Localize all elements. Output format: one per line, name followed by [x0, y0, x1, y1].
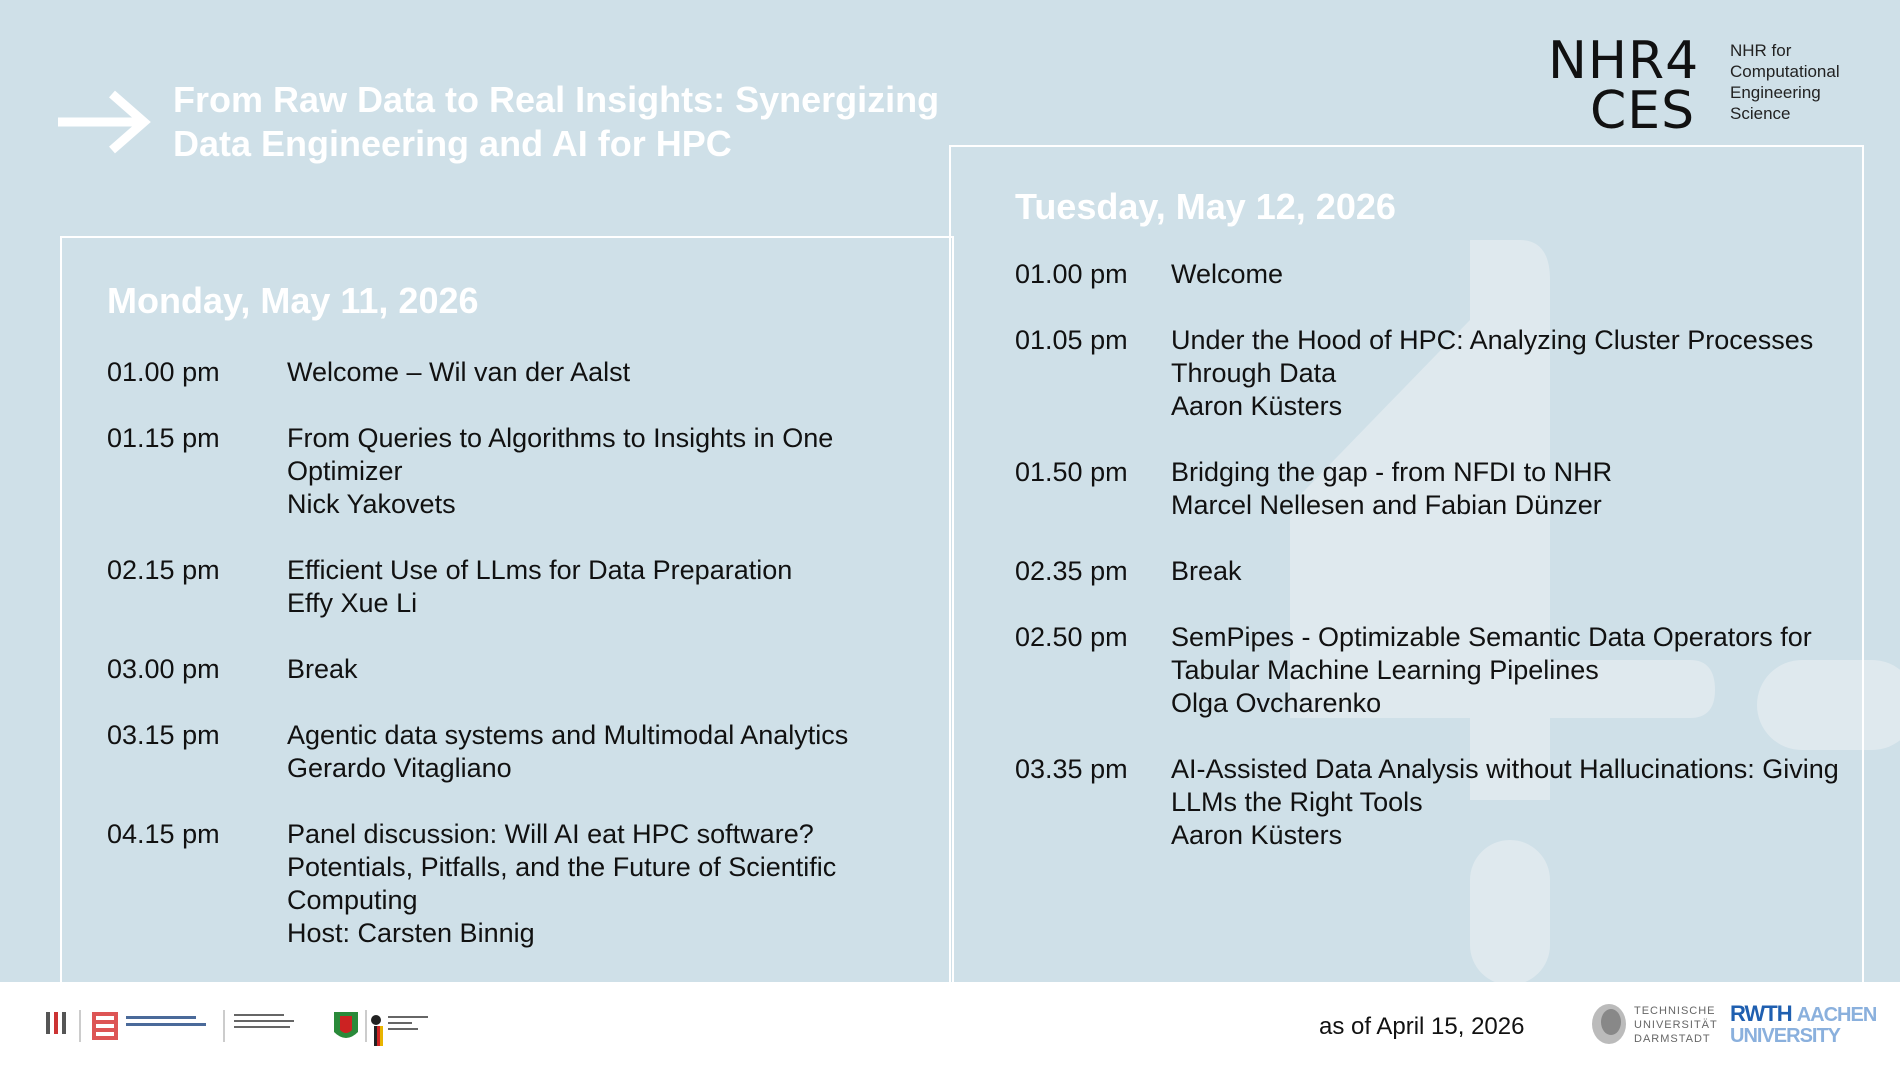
schedule-description [1171, 753, 1855, 852]
logo-subtitle: NHR for Computational Engineering Science [1730, 41, 1840, 123]
session-speaker: Marcel Nellesen and Fabian Dünzer [1171, 490, 1602, 520]
session-title: AI-Assisted Data Analysis without Hallucinations: Giving LLMs the Right Tools [1171, 754, 1839, 817]
rwth-aachen-logo: RWTH AACHEN UNIVERSITY [1730, 1001, 1877, 1047]
tuesday-heading: Tuesday, May 12, 2026 [1015, 186, 1396, 227]
session-title: Break [1171, 556, 1242, 586]
session-speaker: Olga Ovcharenko [1171, 688, 1382, 718]
footer-bar [0, 982, 1900, 1069]
schedule-description [287, 422, 937, 521]
schedule-time: 01.50 pm [1015, 457, 1128, 487]
monday-schedule-panel [60, 236, 954, 984]
schedule-description [287, 719, 937, 785]
nrw-crest-icon [334, 1012, 358, 1038]
schedule-description [1171, 621, 1855, 720]
schedule-time: 02.35 pm [1015, 556, 1128, 586]
schedule-description [287, 554, 937, 620]
schedule-description [1171, 258, 1855, 291]
schedule-description [287, 653, 937, 686]
schedule-description [1171, 555, 1855, 588]
session-title: Welcome – Wil van der Aalst [287, 357, 631, 387]
session-speaker: Aaron Küsters [1171, 820, 1343, 850]
event-title: From Raw Data to Real Insights: Synergizing Data Engineering and AI for HPC [173, 79, 940, 164]
schedule-item [107, 356, 937, 389]
tuesday-schedule-list [1015, 258, 1855, 885]
logo-wordmark: NHR4 CES [1548, 31, 1700, 141]
monday-heading: Monday, May 11, 2026 [107, 280, 479, 321]
session-title: SemPipes - Optimizable Semantic Data Operators for Tabular Machine Learning Pipelines [1171, 622, 1812, 685]
schedule-item [1015, 555, 1855, 588]
session-speaker: Nick Yakovets [287, 489, 456, 519]
schedule-item [107, 653, 937, 686]
as-of-date: as of April 15, 2026 [1319, 1013, 1525, 1040]
session-speaker: Aaron Küsters [1171, 391, 1343, 421]
session-speaker: Host: Carsten Binnig [287, 918, 535, 948]
schedule-time: 01.05 pm [1015, 325, 1128, 355]
session-title: Panel discussion: Will AI eat HPC software? Potentials, Pitfalls, and the Future of Scientific Computing [287, 819, 837, 915]
schedule-item [107, 554, 937, 620]
monday-schedule-list [107, 356, 937, 983]
tu-darmstadt-logo [1590, 1002, 1718, 1050]
session-title: Bridging the gap - from NFDI to NHR [1171, 457, 1613, 487]
rwth-subtitle: AACHEN UNIVERSITY [1730, 1004, 1877, 1047]
session-title: Agentic data systems and Multimodal Analytics [287, 720, 849, 750]
schedule-item [107, 719, 937, 785]
schedule-description [287, 356, 937, 389]
session-title: Break [287, 654, 358, 684]
ministry-text-lines [126, 1016, 206, 1026]
tu-darmstadt-athena-icon [1590, 1002, 1628, 1046]
schedule-time: 04.15 pm [107, 819, 220, 849]
schedule-time: 01.00 pm [107, 357, 220, 387]
session-title: Welcome [1171, 259, 1284, 289]
schedule-time: 01.15 pm [107, 423, 220, 453]
federal-eagle-icon [371, 1015, 383, 1046]
schedule-item [107, 422, 937, 521]
tuesday-schedule-panel [949, 145, 1864, 984]
hesse-coat-icon [92, 1012, 118, 1040]
tu-darmstadt-wordmark: TECHNISCHE UNIVERSITÄT DARMSTADT [1634, 1005, 1718, 1045]
schedule-time: 01.00 pm [1015, 259, 1128, 289]
schedule-time: 02.50 pm [1015, 622, 1128, 652]
schedule-time: 03.00 pm [107, 654, 220, 684]
schedule-time: 03.35 pm [1015, 754, 1128, 784]
schedule-description [1171, 324, 1855, 423]
schedule-time: 03.15 pm [107, 720, 220, 750]
nhr4ces-logo [1548, 31, 1868, 146]
nhr-small-logo [46, 1012, 66, 1034]
schedule-item [1015, 324, 1855, 423]
arrow-right-icon [56, 90, 152, 154]
schedule-description [287, 818, 937, 950]
session-title: Under the Hood of HPC: Analyzing Cluster Processes Through Data [1171, 325, 1814, 388]
session-title: Efficient Use of LLms for Data Preparation [287, 555, 793, 585]
session-speaker: Effy Xue Li [287, 588, 418, 618]
schedule-item [1015, 753, 1855, 852]
schedule-item [107, 818, 937, 950]
schedule-item [1015, 621, 1855, 720]
schedule-item [1015, 456, 1855, 522]
schedule-description [1171, 456, 1855, 522]
schedule-time: 02.15 pm [107, 555, 220, 585]
funding-logos [44, 1004, 494, 1048]
session-speaker: Gerardo Vitagliano [287, 753, 512, 783]
schedule-item [1015, 258, 1855, 291]
session-title: From Queries to Algorithms to Insights in One Optimizer [287, 423, 834, 486]
